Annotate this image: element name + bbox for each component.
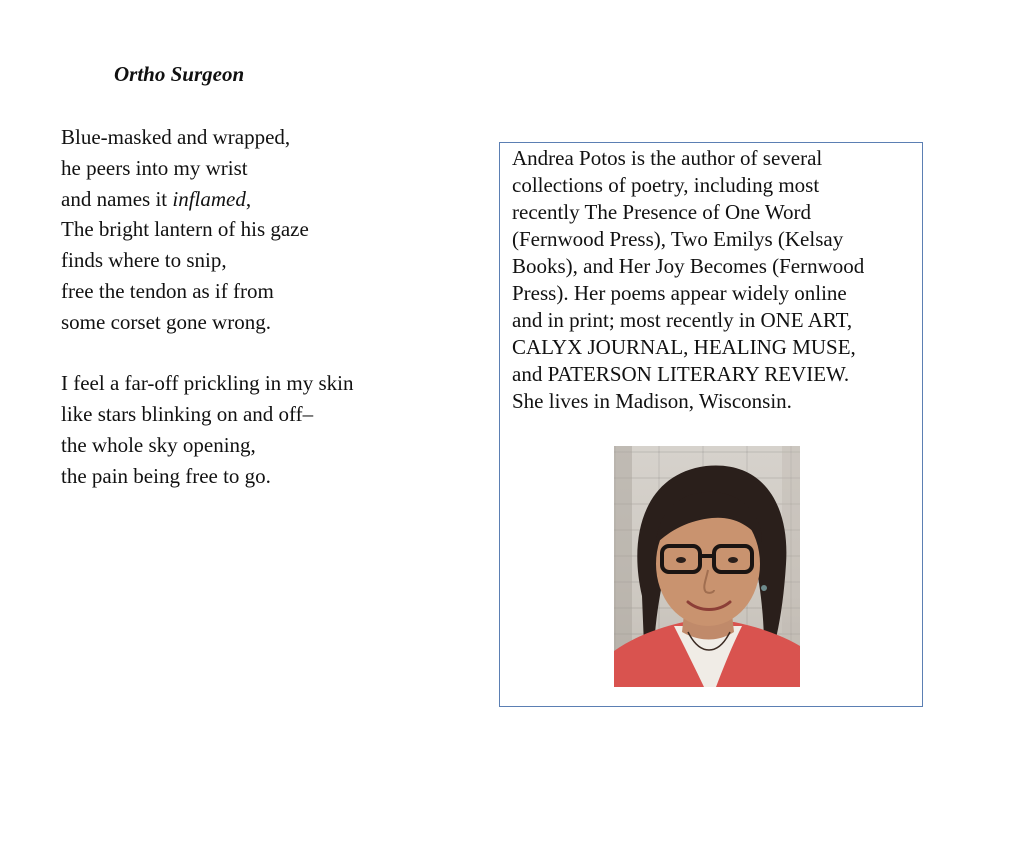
poem-line: I feel a far-off prickling in my skin (61, 371, 354, 396)
poem-line: the pain being free to go. (61, 463, 271, 488)
poem-line-punctuation: , (245, 186, 252, 211)
poem-stanza-1 (61, 122, 354, 338)
poem-line: some corset gone wrong. (61, 309, 271, 334)
poem-line: Blue-masked and wrapped, (61, 125, 291, 149)
bio-line: Books), and Her Joy Becomes (Fernwood (512, 254, 865, 278)
poem-stanza-2 (61, 368, 354, 491)
bio-line: and in print; most recently in ONE ART, (512, 308, 853, 332)
author-photo (614, 446, 800, 687)
bio-line: Andrea Potos is the author of several (512, 146, 823, 170)
poem-title: Ortho Surgeon (114, 62, 245, 86)
poem-line: he peers into my wrist (61, 155, 248, 180)
author-bio-box (499, 142, 923, 707)
poem-line: like stars blinking on and off– (61, 402, 314, 427)
author-bio-text (512, 145, 920, 415)
bio-line: and PATERSON LITERARY REVIEW. (512, 362, 850, 386)
poem-line (61, 184, 354, 215)
poem-body (61, 122, 354, 492)
poem-line: finds where to snip, (61, 248, 227, 273)
bio-line: Press). Her poems appear widely online (512, 281, 847, 305)
bio-line: collections of poetry, including most (512, 173, 820, 197)
poem-line: free the tendon as if from (61, 278, 274, 303)
author-portrait-illustration (614, 446, 800, 687)
poem-line-text: and names it (61, 186, 173, 211)
poem-line: The bright lantern of his gaze (61, 217, 309, 242)
bio-line: CALYX JOURNAL, HEALING MUSE, (512, 335, 856, 359)
bio-line: (Fernwood Press), Two Emilys (Kelsay (512, 227, 844, 251)
bio-line: recently The Presence of One Word (512, 200, 812, 224)
bio-line: She lives in Madison, Wisconsin. (512, 389, 792, 413)
poem-line: the whole sky opening, (61, 432, 256, 457)
poem-emphasis: inflamed (172, 186, 246, 211)
